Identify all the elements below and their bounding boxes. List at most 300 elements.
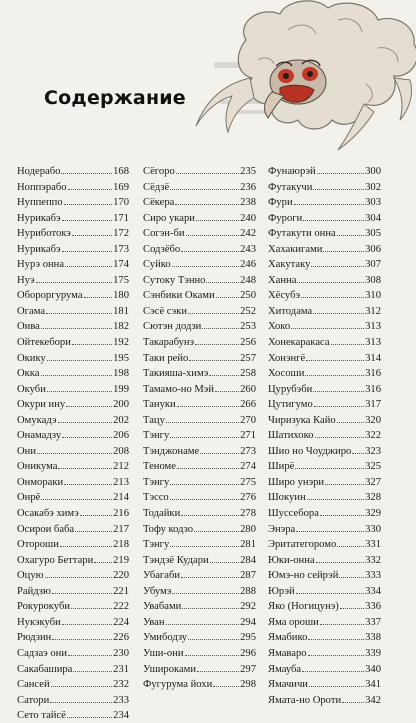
dot-leader [305,365,364,376]
toc-entry-title: Фугурума йохи [143,679,213,691]
toc-entry [17,412,129,428]
toc-entry [143,318,256,334]
toc-entry [268,536,381,552]
dot-leader [297,272,364,283]
toc-entry-title: Сютэн додзи [143,321,202,333]
dot-leader [46,303,112,314]
toc-entry-title: Сёдзё [143,181,170,193]
toc-entry [17,629,129,645]
toc-entry-page: 322 [365,430,381,442]
toc-entry-title: Содзёбо [143,243,181,255]
toc-entry [268,552,381,568]
toc-entry-title: Такияша-химэ [143,368,209,380]
dot-leader [41,365,113,376]
toc-entry-page: 287 [240,570,256,582]
dot-leader [296,583,364,594]
toc-entry-page: 312 [365,305,381,317]
toc-entry-title: Уши-они [143,647,184,659]
toc-entry [143,645,256,661]
toc-entry-title: Сэсё сэки [143,305,187,317]
yokai-illustration [188,0,416,160]
toc-entry-title: Ойтекебори [17,337,71,349]
toc-entry-page: 295 [240,632,256,644]
toc-entry [143,163,256,179]
toc-entry-page: 338 [365,632,381,644]
toc-entry-title: Шатихоко [268,430,314,442]
toc-entry-page: 238 [240,197,256,209]
dot-leader [189,350,239,361]
toc-entry [268,396,381,412]
dot-leader [195,334,239,345]
toc-entry [268,505,381,521]
toc-entry-page: 224 [113,616,129,628]
dot-leader [302,661,364,672]
toc-entry-title: Осакабэ химэ [17,508,79,520]
toc-entry-page: 271 [240,430,256,442]
dot-leader [196,210,239,221]
toc-entry-title: Тэнгу [143,476,170,488]
toc-entry-page: 257 [240,352,256,364]
toc-entry-page: 231 [113,663,129,675]
toc-entry-title: Тэссо [143,492,169,504]
toc-entry-title: Окури ину [17,399,66,411]
toc-entry-title: Отороши [17,539,59,551]
toc-entry-title: Хакутаку [268,259,311,271]
toc-entry [143,179,256,195]
toc-entry-page: 221 [113,585,129,597]
toc-entry-page: 266 [240,399,256,411]
toc-column-1 [17,163,129,723]
toc-entry-page: 240 [240,212,256,224]
dot-leader [331,334,365,345]
dot-leader [45,567,113,578]
dot-leader [316,552,365,563]
dot-leader [166,412,239,423]
toc-entry-title: Шуссебора [268,508,319,520]
dot-leader [317,163,364,174]
dot-leader [320,614,364,625]
toc-entry [17,396,129,412]
toc-entry-title: Яко (Ногицунэ) [268,601,339,613]
dot-leader [67,707,112,718]
toc-entry-title: Фунаюрэй [268,166,316,177]
toc-entry-page: 278 [240,508,256,520]
toc-entry [17,241,129,257]
dot-leader [206,272,239,283]
dot-leader [315,427,365,438]
toc-entry [268,194,381,210]
toc-entry [268,692,381,708]
toc-entry-page: 331 [365,539,381,551]
toc-entry-title: Широ унэри [268,476,325,488]
toc-entry [17,256,129,272]
toc-entry-title: Онрё [17,492,41,504]
toc-entry-title: Теноме [143,461,176,473]
toc-entry-title: Ямаваро [268,647,307,659]
toc-entry [268,521,381,537]
dot-leader [188,629,239,640]
toc-entry-title: Сето тайсё [17,710,66,722]
toc-entry-page: 329 [365,508,381,520]
toc-entry-title: Рюдзин [17,632,52,644]
toc-entry [17,443,129,459]
toc-entry [17,210,129,226]
toc-entry-title: Сёкера [143,197,175,209]
toc-entry-page: 306 [365,243,381,255]
toc-entry [17,474,129,490]
toc-entry [143,474,256,490]
dot-leader [202,318,239,329]
toc-entry-title: Сатори [17,694,50,706]
toc-entry-title: Согэн-би [143,228,185,240]
toc-entry [17,536,129,552]
toc-entry-title: Ханна [268,274,297,286]
toc-entry-title: Окику [17,352,46,364]
toc-entry-page: 270 [240,414,256,426]
dot-leader [41,318,112,329]
dot-leader [170,489,239,500]
toc-entry-page: 202 [113,414,129,426]
toc-entry-title: Ямауба [268,663,302,675]
toc-column-3 [268,163,381,707]
toc-entry [268,489,381,505]
toc-entry [17,552,129,568]
toc-entry-page: 195 [113,352,129,364]
dot-leader [186,225,240,236]
toc-entry-title: Цурубэби [268,383,313,395]
toc-entry-title: Чиризука Кайо [268,414,336,426]
toc-entry-page: 208 [113,445,129,457]
toc-entry-title: Онамадзу [17,430,62,442]
toc-entry [143,443,256,459]
dot-leader [301,287,364,298]
toc-entry [17,303,129,319]
toc-entry [17,521,129,537]
dot-leader [215,381,239,392]
toc-entry [268,598,381,614]
toc-entry-page: 235 [240,166,256,177]
dot-leader [337,225,364,236]
dot-leader [172,583,239,594]
toc-entry-page: 256 [240,337,256,349]
toc-entry-title: Они [17,445,36,457]
toc-entry-page: 171 [113,212,129,224]
toc-entry-title: Сутоку Тэнно [143,274,206,286]
toc-entry [268,318,381,334]
toc-entry-page: 323 [365,445,381,457]
toc-entry-title: Огама [17,305,46,317]
toc-entry-title: Ушироками [143,663,197,675]
toc-entry-title: Умибодзу [143,632,188,644]
toc-entry-page: 337 [365,616,381,628]
toc-entry [143,567,256,583]
toc-entry-page: 173 [113,243,129,255]
dot-leader [51,676,112,687]
dot-leader [41,489,112,500]
dot-leader [72,225,112,236]
dot-leader [307,489,364,500]
toc-entry-page: 334 [365,585,381,597]
toc-entry-title: Тэнгу [143,430,170,442]
dot-leader [170,427,239,438]
toc-entry-page: 340 [365,663,381,675]
toc-entry-page: 294 [240,616,256,628]
dot-leader [170,536,239,547]
toc-entry-page: 339 [365,647,381,659]
toc-entry-page: 303 [365,197,381,209]
toc-entry-title: Окка [17,368,40,380]
toc-entry [143,552,256,568]
dot-leader [80,505,112,516]
dot-leader [47,350,112,361]
toc-entry-page: 308 [365,274,381,286]
toc-entry-title: Тофу кодзо [143,523,194,535]
dot-leader [62,210,113,221]
dot-leader [339,567,364,578]
toc-entry [268,381,381,397]
toc-entry-page: 220 [113,570,129,582]
toc-entry [268,427,381,443]
toc-entry-title: Омукадэ [17,414,57,426]
toc-entry-title: Садзаэ они [17,647,68,659]
dot-leader [309,676,364,687]
toc-entry-page: 243 [240,243,256,255]
dot-leader [337,536,364,547]
toc-entry-page: 174 [113,259,129,271]
toc-entry-title: Оцую [17,570,44,582]
dot-leader [181,505,239,516]
toc-entry-page: 317 [365,399,381,411]
toc-entry [268,661,381,677]
toc-entry [143,272,256,288]
toc-entry-title: Нуппеппо [17,197,63,209]
toc-entry-page: 198 [113,368,129,380]
toc-entry-page: 230 [113,647,129,659]
toc-entry-page: 222 [113,601,129,613]
dot-leader [181,567,239,578]
toc-entry [268,287,381,303]
dot-leader [47,381,112,392]
dot-leader [37,443,112,454]
toc-entry-title: Футакучи [268,181,313,193]
toc-entry [268,443,381,459]
toc-entry-title: Шио но Чоуджиро [268,445,352,457]
toc-entry [17,334,129,350]
toc-entry-page: 219 [113,554,129,566]
dot-leader [84,287,113,298]
toc-entry [268,334,381,350]
toc-entry [17,427,129,443]
toc-entry [143,458,256,474]
toc-entry-page: 192 [113,337,129,349]
toc-entry [268,412,381,428]
toc-entry-page: 288 [240,585,256,597]
toc-entry-title: Нуэ [17,274,35,286]
toc-entry [268,474,381,490]
toc-entry-title: Нодерабо [17,166,61,177]
dot-leader [311,256,364,267]
toc-entry-page: 313 [365,321,381,333]
dot-leader [175,194,239,205]
toc-entry-title: Хитодама [268,305,313,317]
toc-entry [268,210,381,226]
toc-entry-page: 280 [240,523,256,535]
toc-entry-title: Юмэ-но сейрэй [268,570,339,582]
dot-leader [94,552,112,563]
toc-entry-title: Ямабико [268,632,308,644]
toc-entry-page: 336 [365,601,381,613]
toc-entry-title: Охагуро Беттари [17,554,94,566]
toc-entry-title: Фури [268,197,293,209]
toc-entry [17,194,129,210]
toc-entry-title: Таки рейо [143,352,189,364]
toc-entry-title: Ширё [268,461,295,473]
toc-entry [17,505,129,521]
toc-entry [17,661,129,677]
dot-leader [352,443,364,454]
dot-leader [170,179,239,190]
toc-entry-page: 327 [365,476,381,488]
toc-entry-title: Нукэкуби [17,616,61,628]
toc-entry-page: 273 [240,445,256,457]
toc-entry-title: Сакабашира [17,663,73,675]
dot-leader [209,365,239,376]
dot-leader [62,614,112,625]
toc-entry [17,614,129,630]
toc-entry-page: 328 [365,492,381,504]
toc-entry-page: 242 [240,228,256,240]
toc-entry [143,225,256,241]
toc-entry-title: Такарабунэ [143,337,195,349]
toc-entry [143,210,256,226]
toc-entry-title: Убагаби [143,570,181,582]
dot-leader [306,350,364,361]
toc-entry-title: Нурэ онна [17,259,65,271]
toc-entry-page: 276 [240,492,256,504]
toc-entry-title: Нурикабэ [17,212,61,224]
toc-entry [143,303,256,319]
toc-entry-page: 213 [113,476,129,488]
toc-entry-page: 316 [365,368,381,380]
toc-entry-title: Футакути онна [268,228,336,240]
dot-leader [337,412,364,423]
toc-entry [268,583,381,599]
dot-leader [313,303,364,314]
toc-entry-title: Райдзю [17,585,51,597]
toc-entry-title: Юрэй [268,585,295,597]
toc-entry-title: Хоко [268,321,291,333]
dot-leader [210,552,239,563]
toc-entry [268,629,381,645]
dot-leader [172,256,239,267]
toc-entry [143,412,256,428]
dot-leader [177,396,239,407]
toc-entry [143,614,256,630]
toc-entry-page: 214 [113,492,129,504]
dot-leader [72,334,112,345]
dot-leader [181,241,239,252]
toc-entry-page: 248 [240,274,256,286]
toc-entry [268,163,381,179]
toc-entry-title: Тэндзё Кудари [143,554,209,566]
toc-entry [268,256,381,272]
toc-entry [268,272,381,288]
toc-entry-page: 300 [365,166,381,177]
toc-entry [143,583,256,599]
dot-leader [200,443,239,454]
toc-entry-title: Хонэнгё [268,352,306,364]
toc-entry-title: Ноппэрабо [17,181,67,193]
toc-entry [143,505,256,521]
toc-entry-page: 170 [113,197,129,209]
toc-entry [17,583,129,599]
toc-entry [268,365,381,381]
toc-entry-title: Оникума [17,461,58,473]
dot-leader [296,521,364,532]
toc-entry-page: 233 [113,694,129,706]
toc-entry [17,645,129,661]
dot-leader [75,521,112,532]
toc-entry-page: 169 [113,181,129,193]
dot-leader [185,645,240,656]
dot-leader [52,629,112,640]
toc-entry-page: 320 [365,414,381,426]
toc-entry [17,707,129,723]
toc-entry-title: Рокурокуби [17,601,71,613]
toc-entry [143,489,256,505]
toc-entry [143,241,256,257]
dot-leader [166,614,240,625]
toc-entry [17,489,129,505]
toc-entry [143,521,256,537]
toc-entry-page: 333 [365,570,381,582]
toc-entry-page: 226 [113,632,129,644]
dot-leader [65,256,112,267]
toc-entry-title: Уван [143,616,165,628]
toc-entry-page: 212 [113,461,129,473]
toc-entry-title: Сэнбики Оками [143,290,215,302]
toc-entry [268,303,381,319]
dot-leader [320,505,364,516]
toc-entry-page: 310 [365,290,381,302]
dot-leader [314,396,364,407]
toc-entry-title: Тэнджонаме [143,445,200,457]
dot-leader [36,272,113,283]
toc-entry [143,287,256,303]
toc-entry-page: 181 [113,305,129,317]
toc-entry-page: 302 [365,181,381,193]
toc-entry-title: Сансей [17,679,50,691]
toc-entry-page: 314 [365,352,381,364]
toc-entry-page: 274 [240,461,256,473]
dot-leader [182,598,239,609]
toc-entry-title: Онмораки [17,476,64,488]
toc-entry-title: Тэнгу [143,539,170,551]
toc-entry-title: Нуриботокэ [17,228,71,240]
toc-entry [143,365,256,381]
dot-leader [170,474,239,485]
toc-entry [143,350,256,366]
toc-entry [268,350,381,366]
toc-entry-page: 252 [240,305,256,317]
toc-entry-title: Суйко [143,259,171,271]
dot-leader [176,163,239,174]
toc-entry [17,567,129,583]
toc-entry-page: 253 [240,321,256,333]
dot-leader [58,412,113,423]
toc-entry [17,458,129,474]
dot-leader [197,661,239,672]
